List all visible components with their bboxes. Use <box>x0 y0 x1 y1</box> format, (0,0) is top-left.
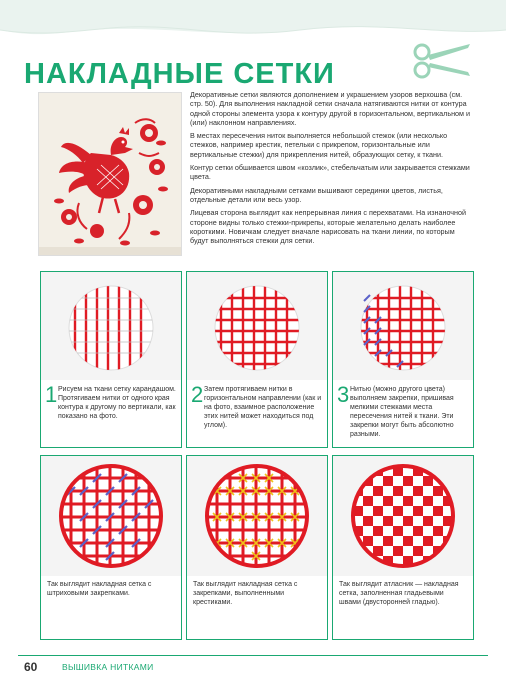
step-card-3 <box>332 271 474 448</box>
footer-section-title: ВЫШИВКА НИТКАМИ <box>62 662 154 672</box>
step-number: 3 <box>337 382 350 407</box>
step-2-photo <box>187 272 327 380</box>
result-caption: Так выглядит накладная сетка с штриховыми закрепками. <box>47 581 152 597</box>
step-text: Затем протягиваем нитки в горизонтальном направлении (как и на фото, взаимное расположение этих нитей может находиться под углом). <box>204 386 322 429</box>
page-title: НАКЛАДНЫЕ СЕТКИ <box>24 58 335 90</box>
intro-paragraph: Декоративными накладными сетками вышивают серединки цветов, листья, отдельные детали или весь узор. <box>190 185 443 204</box>
rooster-embroidery-photo <box>38 92 182 256</box>
result-card-1 <box>40 455 182 640</box>
footer-divider <box>18 655 488 656</box>
intro-text <box>190 90 472 249</box>
result-2-photo <box>187 456 327 576</box>
result-card-2 <box>186 455 328 640</box>
step-1-photo <box>41 272 181 380</box>
result-caption: Так выглядит накладная сетка с закрепками, выполненными крестиками. <box>193 581 298 606</box>
scissors-icon <box>412 40 474 80</box>
step-card-2 <box>186 271 328 448</box>
step-3-photo <box>333 272 473 380</box>
result-1-photo <box>41 456 181 576</box>
result-3-photo <box>333 456 473 576</box>
intro-paragraph: Декоративные сетки являются дополнением и украшением узоров верхошва (см. стр. 50). Для выполнения накладной сетки сначала натягиваются нитки от контура одной стороны элемента узора к контуру другой в горизонтальном, вертикальном и (или) наклонном направлениях. <box>190 90 471 127</box>
step-text: Рисуем на ткани сетку карандашом. Протягиваем нитки от одного края контура к другому по вертикали, как показано на фото. <box>58 386 176 420</box>
intro-paragraph: Контур сетки обшивается швом «козлик», стебельчатым или закрывается стежками цвета. <box>190 163 470 182</box>
step-card-1 <box>40 271 182 448</box>
step-number: 1 <box>45 382 58 407</box>
result-caption: Так выглядит атласник — накладная сетка, заполненная гладьевыми швами (двусторонней гладью). <box>339 581 459 606</box>
step-text: Нитью (можно другого цвета) выполняем закрепки, пришивая мелкими стежками места пересечения нитей к ткани. Эти закрепки могут быть абсолютно разными. <box>350 386 454 438</box>
step-number: 2 <box>191 382 204 407</box>
page-number: 60 <box>24 660 38 674</box>
result-card-3 <box>332 455 474 640</box>
intro-paragraph: Лицевая сторона выглядит как непрерывная линия с перехватами. На изнаночной стороне видны только стежки-прикрепы, которые желательно делать наиболее короткими. Новичкам следует вначале нарисовать на ткани линии, по которым будут выполняться стежки для сетки. <box>190 208 467 246</box>
intro-paragraph: В местах пересечения ниток выполняется небольшой стежок (или несколько стежков, например крестик, петельки с прикрепом, горизонтальные или вертикальные стежки) для прикрепления нитей, образующих сетку, к ткани. <box>190 131 448 159</box>
header-wave <box>0 0 506 44</box>
